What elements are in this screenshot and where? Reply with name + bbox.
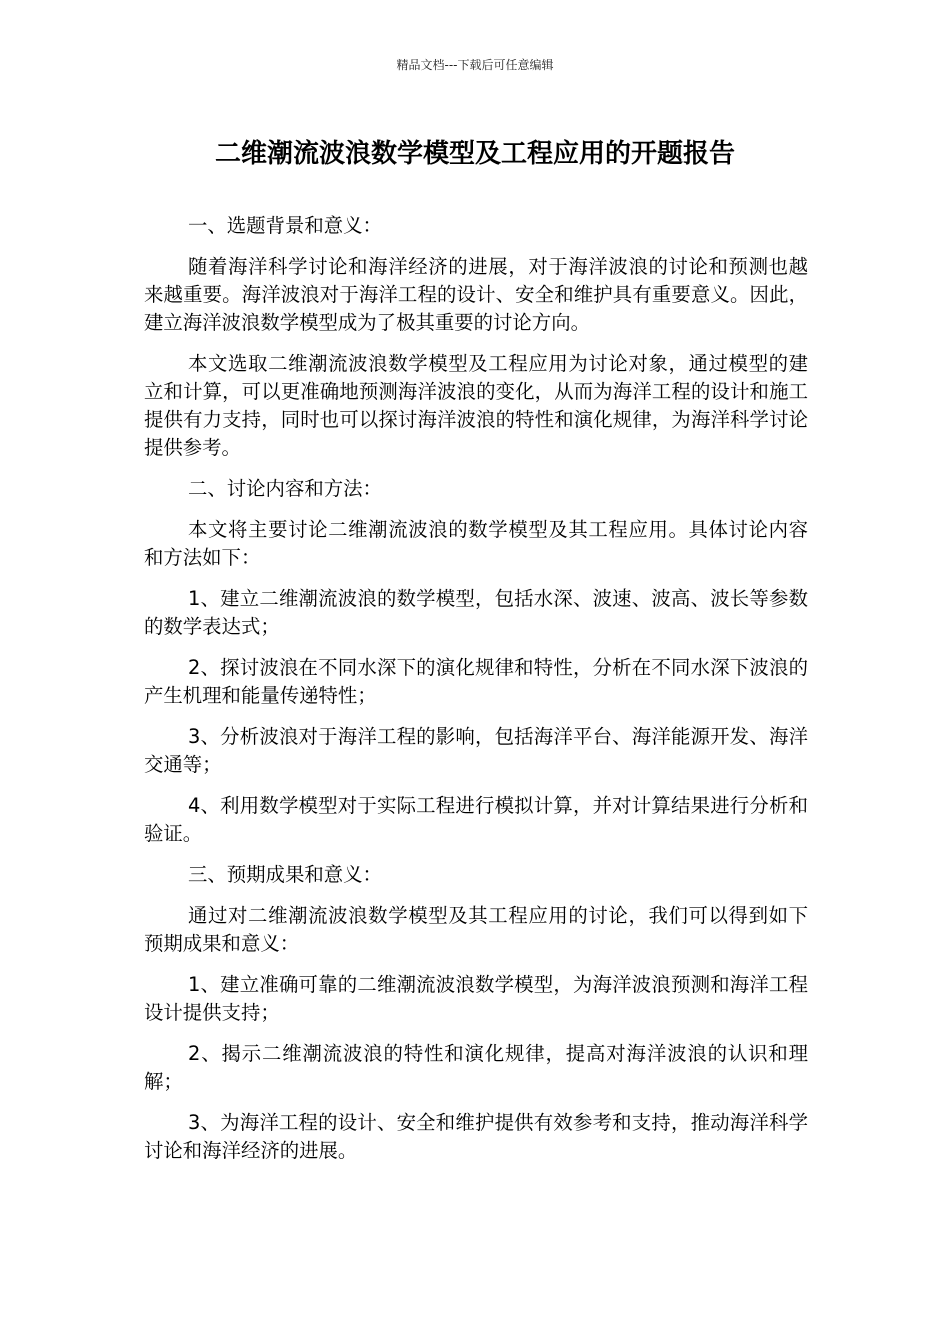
list-item: 1、建立准确可靠的二维潮流波浪数学模型，为海洋波浪预测和海洋工程设计提供支持； [144, 973, 808, 1024]
section-heading-expected-results: 三、预期成果和意义： [188, 863, 382, 886]
paragraph: 随着海洋科学讨论和海洋经济的进展，对于海洋波浪的讨论和预测也越来越重要。海洋波浪对于海洋工程的设计、安全和维护具有重要意义。因此，建立海洋波浪数学模型成为了极其重要的讨论方向。 [144, 255, 808, 334]
section-heading-content-methods: 二、讨论内容和方法： [188, 477, 382, 500]
list-item: 2、揭示二维潮流波浪的特性和演化规律，提高对海洋波浪的认识和理解； [144, 1042, 808, 1093]
header-note: 精品文档---下载后可任意编辑 [396, 58, 554, 72]
paragraph: 通过对二维潮流波浪数学模型及其工程应用的讨论，我们可以得到如下预期成果和意义： [144, 904, 808, 955]
document-title: 二维潮流波浪数学模型及工程应用的开题报告 [214, 139, 735, 169]
paragraph: 本文将主要讨论二维潮流波浪的数学模型及其工程应用。具体讨论内容和方法如下： [144, 518, 808, 569]
section-heading-background: 一、选题背景和意义： [188, 214, 382, 237]
list-item: 3、为海洋工程的设计、安全和维护提供有效参考和支持，推动海洋科学讨论和海洋经济的进展。 [144, 1111, 808, 1162]
list-item: 4、利用数学模型对于实际工程进行模拟计算，并对计算结果进行分析和验证。 [144, 794, 808, 845]
list-item: 3、分析波浪对于海洋工程的影响，包括海洋平台、海洋能源开发、海洋交通等； [144, 725, 808, 776]
document-body [144, 212, 808, 1178]
list-item: 2、探讨波浪在不同水深下的演化规律和特性，分析在不同水深下波浪的产生机理和能量传递特性； [144, 656, 808, 707]
paragraph: 本文选取二维潮流波浪数学模型及工程应用为讨论对象，通过模型的建立和计算，可以更准确地预测海洋波浪的变化，从而为海洋工程的设计和施工提供有力支持，同时也可以探讨海洋波浪的特性和演化规律，为海洋科学讨论提供参考。 [144, 352, 808, 459]
list-item: 1、建立二维潮流波浪的数学模型，包括水深、波速、波高、波长等参数的数学表达式； [144, 587, 808, 638]
